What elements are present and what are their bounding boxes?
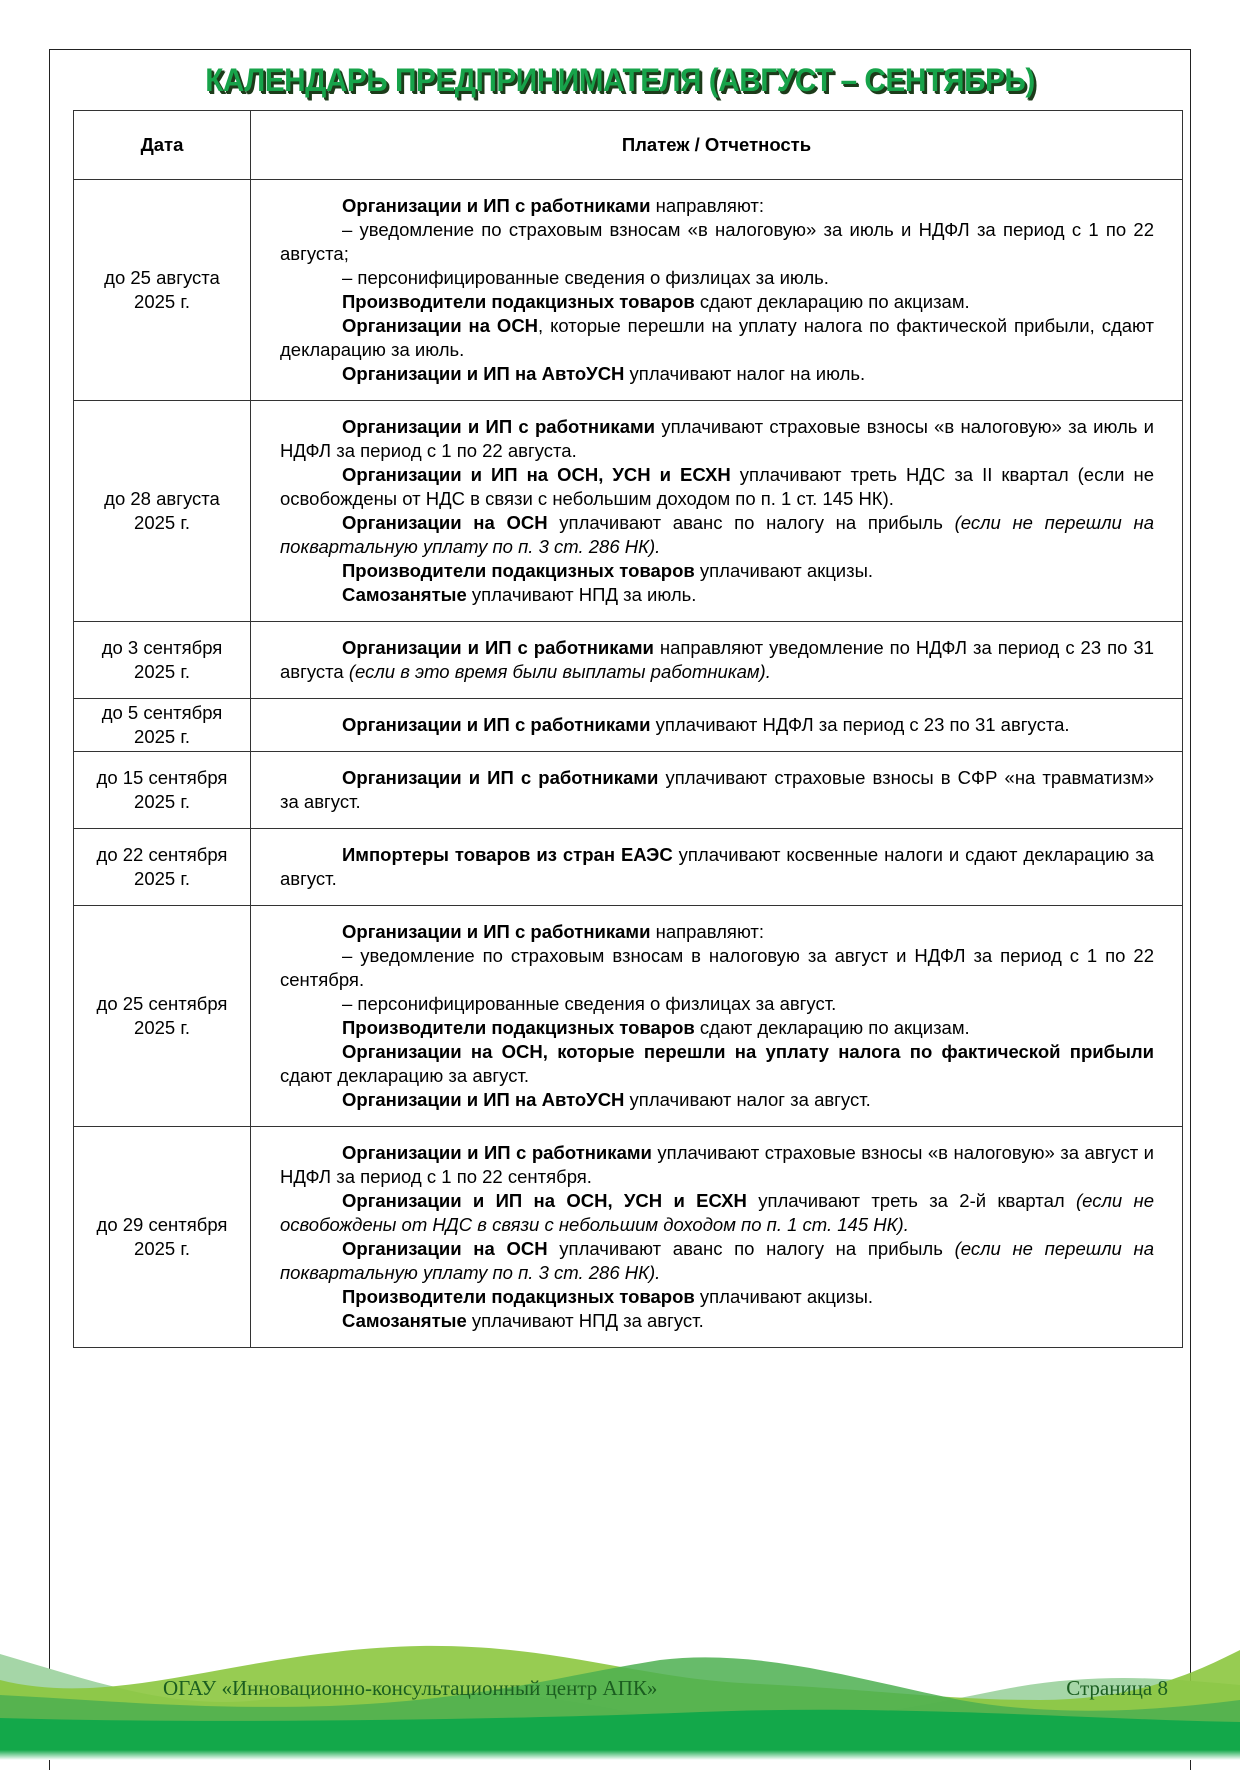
obligation-paragraph (280, 415, 1154, 463)
obligation-paragraph (280, 290, 1154, 314)
deadline-year: 2025 г. (134, 791, 190, 812)
obligation-paragraph (280, 266, 1154, 290)
table-row (74, 906, 1183, 1127)
deadline-date: до 22 сентября (96, 844, 228, 865)
obligation-text: – уведомление по страховым взносам «в налоговую» за июль и НДФЛ за период с 1 по 22 августа; (280, 219, 1154, 264)
obligation-paragraph (280, 362, 1154, 386)
table-row (74, 1127, 1183, 1348)
obligations-cell (251, 829, 1183, 906)
condition-note: (если не освобождены от НДС в связи с небольшим доходом по п. 1 ст. 145 НК). (280, 1190, 1154, 1235)
obligation-text: уплачивают НДФЛ за период с 23 по 31 августа. (650, 714, 1070, 735)
deadline-year: 2025 г. (134, 1017, 190, 1038)
obligation-paragraph (280, 1189, 1154, 1237)
table-row (74, 180, 1183, 401)
obligation-paragraph (280, 1040, 1154, 1088)
deadline-date-cell (74, 752, 251, 829)
table-row (74, 752, 1183, 829)
obligation-paragraph (280, 194, 1154, 218)
deadline-date-cell (74, 622, 251, 699)
table-header-row (74, 111, 1183, 180)
taxpayer-category: Производители подакцизных товаров (342, 560, 695, 581)
taxpayer-category: Организации на ОСН (342, 315, 539, 336)
taxpayer-category: Организации и ИП на ОСН, УСН и ЕСХН (342, 464, 731, 485)
deadline-year: 2025 г. (134, 868, 190, 889)
footer-page-number: Страница 8 (1066, 1676, 1168, 1700)
obligation-paragraph (280, 1088, 1154, 1112)
obligation-paragraph (280, 463, 1154, 511)
obligation-text: – уведомление по страховым взносам в налоговую за август и НДФЛ за период с 1 по 22 сентября. (280, 945, 1154, 990)
obligation-text: направляют: (650, 921, 765, 942)
obligations-cell (251, 906, 1183, 1127)
obligation-text: уплачивают налог за август. (624, 1089, 871, 1110)
obligation-paragraph (280, 1237, 1154, 1285)
taxpayer-category: Производители подакцизных товаров (342, 1017, 695, 1038)
obligations-cell (251, 180, 1183, 401)
table-row (74, 699, 1183, 752)
taxpayer-category: Организации и ИП с работниками (342, 714, 651, 735)
obligation-text: уплачивают НПД за июль. (466, 584, 697, 605)
table-row (74, 622, 1183, 699)
obligation-paragraph (280, 1141, 1154, 1189)
taxpayer-category: Производители подакцизных товаров (342, 291, 695, 312)
taxpayer-category: Организации на ОСН, которые перешли на уплату налога по фактической прибыли (342, 1041, 1154, 1062)
obligation-paragraph (280, 1309, 1154, 1333)
obligation-paragraph (280, 920, 1154, 944)
table-row (74, 829, 1183, 906)
obligation-text: уплачивают треть НДС за II квартал (если не освобождены от НДС в связи с небольшим доходом по п. 1 ст. 145 НК). (280, 464, 1154, 509)
deadline-year: 2025 г. (134, 291, 190, 312)
obligation-paragraph (280, 636, 1154, 684)
calendar-table (73, 110, 1183, 1348)
obligation-paragraph (280, 713, 1154, 737)
taxpayer-category: Организации и ИП с работниками (342, 921, 651, 942)
taxpayer-category: Организации и ИП на ОСН, УСН и ЕСХН (342, 1190, 747, 1211)
condition-note: (если не перешли на поквартальную уплату по п. 3 ст. 286 НК). (280, 512, 1154, 557)
obligation-text: уплачивают налог на июль. (624, 363, 866, 384)
obligation-text: уплачивают страховые взносы «в налоговую» за август и НДФЛ за период с 1 по 22 сентября. (280, 1142, 1154, 1187)
deadline-date-cell (74, 401, 251, 622)
header-date: Дата (74, 111, 251, 180)
obligation-text: направляют: (650, 195, 765, 216)
obligations-cell (251, 699, 1183, 752)
table-row (74, 401, 1183, 622)
taxpayer-category: Импортеры товаров из стран ЕАЭС (342, 844, 673, 865)
page-title: КАЛЕНДАРЬ ПРЕДПРИНИМАТЕЛЯ (АВГУСТ – СЕНТЯБРЬ) (205, 62, 1035, 98)
obligation-text: уплачивают аванс по налогу на прибыль (547, 1238, 955, 1259)
obligation-paragraph (280, 314, 1154, 362)
obligation-paragraph (280, 1285, 1154, 1309)
deadline-date: до 25 августа (104, 267, 220, 288)
taxpayer-category: Организации на ОСН (342, 512, 548, 533)
obligation-text: сдают декларацию по акцизам. (694, 291, 970, 312)
deadline-year: 2025 г. (134, 1238, 190, 1259)
obligation-text: сдают декларацию за август. (280, 1065, 530, 1086)
header-payment-reporting: Платеж / Отчетность (251, 111, 1183, 180)
taxpayer-category: Производители подакцизных товаров (342, 1286, 695, 1307)
taxpayer-category: Организации и ИП с работниками (342, 637, 654, 658)
deadline-date: до 25 сентября (96, 993, 228, 1014)
taxpayer-category: Организации и ИП с работниками (342, 195, 651, 216)
taxpayer-category: Организации и ИП на АвтоУСН (342, 363, 625, 384)
obligation-text: направляют уведомление по НДФЛ за период с 23 по 31 августа (280, 637, 1155, 682)
obligations-cell (251, 752, 1183, 829)
deadline-year: 2025 г. (134, 512, 190, 533)
taxpayer-category: Организации и ИП с работниками (342, 767, 659, 788)
deadline-date: до 5 сентября (101, 702, 223, 723)
obligation-text: уплачивают акцизы. (694, 1286, 874, 1307)
taxpayer-category: Организации и ИП с работниками (342, 416, 656, 437)
taxpayer-category: Самозанятые (342, 1310, 467, 1331)
deadline-date-cell (74, 180, 251, 401)
taxpayer-category: Организации и ИП с работниками (342, 1142, 652, 1163)
obligation-text: – персонифицированные сведения о физлицах за июль. (342, 267, 829, 288)
obligation-text: , которые перешли на уплату налога по фактической прибыли, сдают декларацию за июль. (280, 315, 1154, 360)
footer-organization-name: ОГАУ «Инновационно-консультационный центр АПК» (163, 1676, 658, 1700)
obligation-paragraph (280, 1016, 1154, 1040)
taxpayer-category: Организации на ОСН (342, 1238, 548, 1259)
deadline-date-cell (74, 829, 251, 906)
obligation-paragraph (280, 218, 1154, 266)
deadline-year: 2025 г. (134, 726, 190, 747)
obligations-cell (251, 401, 1183, 622)
deadline-date-cell (74, 699, 251, 752)
condition-note: (если не перешли на поквартальную уплату по п. 3 ст. 286 НК). (280, 1238, 1154, 1283)
condition-note: (если в это время были выплаты работникам). (348, 661, 771, 682)
obligation-text: уплачивают страховые взносы «в налоговую» за июль и НДФЛ за период с 1 по 22 августа. (280, 416, 1154, 461)
obligations-cell (251, 1127, 1183, 1348)
obligation-paragraph (280, 843, 1154, 891)
deadline-date: до 3 сентября (101, 637, 223, 658)
obligation-text: уплачивают акцизы. (694, 560, 874, 581)
obligations-cell (251, 622, 1183, 699)
obligation-paragraph (280, 583, 1154, 607)
obligation-paragraph (280, 766, 1154, 814)
taxpayer-category: Самозанятые (342, 584, 467, 605)
obligation-text: сдают декларацию по акцизам. (694, 1017, 970, 1038)
deadline-date: до 28 августа (104, 488, 220, 509)
obligation-text: – персонифицированные сведения о физлицах за август. (342, 993, 837, 1014)
obligation-text: уплачивают страховые взносы в СФР «на травматизм» за август. (280, 767, 1154, 812)
obligation-paragraph (280, 992, 1154, 1016)
deadline-date: до 15 сентября (96, 767, 228, 788)
deadline-date-cell (74, 1127, 251, 1348)
obligation-paragraph (280, 511, 1154, 559)
obligation-text: уплачивают НПД за август. (466, 1310, 704, 1331)
deadline-date: до 29 сентября (96, 1214, 228, 1235)
obligation-paragraph (280, 559, 1154, 583)
deadline-date-cell (74, 906, 251, 1127)
obligation-text: уплачивают аванс по налогу на прибыль (547, 512, 955, 533)
obligation-text: уплачивают треть за 2-й квартал (746, 1190, 1076, 1211)
obligation-text: уплачивают косвенные налоги и сдают декларацию за август. (280, 844, 1154, 889)
obligation-paragraph (280, 944, 1154, 992)
deadline-year: 2025 г. (134, 661, 190, 682)
taxpayer-category: Организации и ИП на АвтоУСН (342, 1089, 625, 1110)
